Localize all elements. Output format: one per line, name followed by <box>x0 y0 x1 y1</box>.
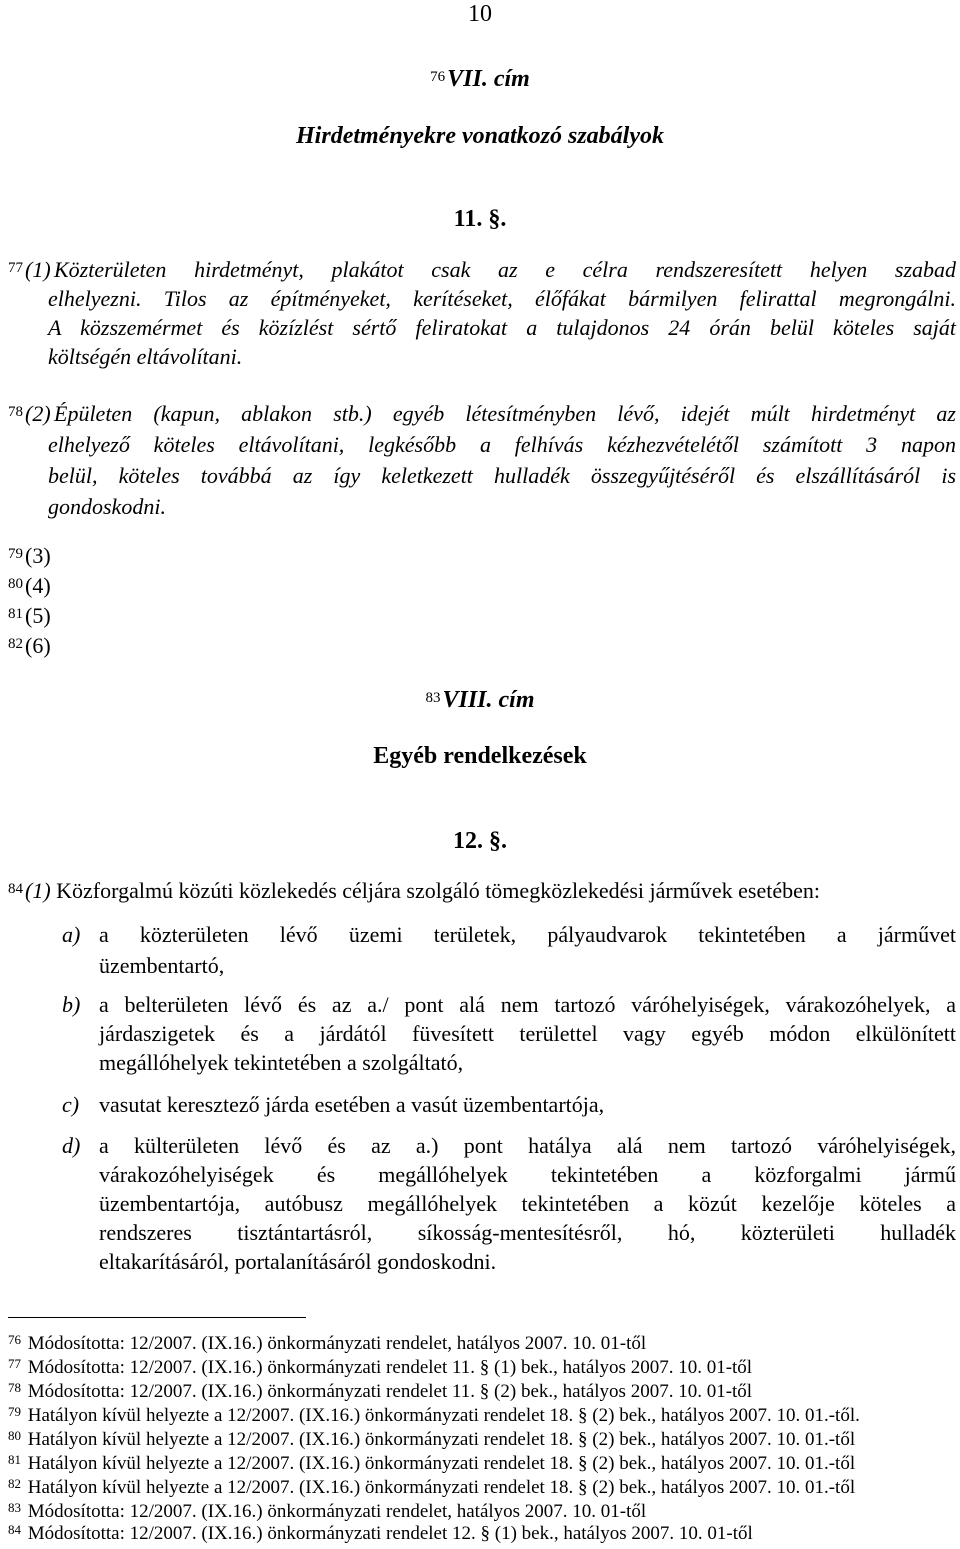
footnote: $^{80}$ Hatályon kívül helyezte a 12/2007. (IX.16.) önkormányzati rendelet 18. § (2) bek., hatályos 2007. 10. 01.-től <box>8 1428 856 1450</box>
footnote: $^{77}$ Módosította: 12/2007. (IX.16.) önkormányzati rendelet 11. § (1) bek., hatályos 2007. 10. 01-től <box>8 1356 753 1378</box>
footnote: $^{84}$ Módosította: 12/2007. (IX.16.) önkormányzati rendelet 12. § (1) bek., hatályos 2007. 10. 01-től <box>8 1522 753 1544</box>
paragraph-line: A közszemérmet és közízlést sértő feliratokat a tulajdonos 24 órán belül köteles saját <box>48 315 956 340</box>
paragraph-intro: Közforgalmú közúti közlekedés céljára szolgáló tömegközlekedési járművek esetében: <box>56 878 820 903</box>
repealed-paragraph: $^{80}$(4) <box>8 573 51 598</box>
chapter-title: VIII. cím <box>442 687 535 713</box>
paragraph-line: költségén eltávolítani. <box>48 344 243 369</box>
footnote-separator <box>8 1317 306 1318</box>
footnote: $^{83}$ Módosította: 12/2007. (IX.16.) önkormányzati rendelet, hatályos 2007. 10. 01-től <box>8 1500 647 1522</box>
list-item-line: megállóhelyek tekintetében a szolgáltató, <box>99 1050 464 1075</box>
paragraph-line: elhelyező köteles eltávolítani, legkésőbb a felhívás kézhezvételétől számított 3 napon <box>48 432 956 457</box>
paragraph-line: Közterületen hirdetményt, plakátot csak az e célra rendszeresített helyen szabad <box>54 257 956 282</box>
footnote: $^{76}$ Módosította: 12/2007. (IX.16.) önkormányzati rendelet, hatályos 2007. 10. 01-től <box>8 1332 647 1354</box>
paragraph-line: elhelyezni. Tilos az építményeket, kerítéseket, élőfákat bármilyen felirattal megrongálni. <box>48 286 956 311</box>
list-item-line: eltakarításáról, portalanításáról gondoskodni. <box>99 1249 497 1274</box>
list-item-line: rendszeres tisztántartásról, síkosság-mentesítésről, hó, közterületi hulladék <box>99 1220 956 1245</box>
paragraph-label: $^{78}$(2) <box>8 401 51 426</box>
footnote: $^{81}$ Hatályon kívül helyezte a 12/2007. (IX.16.) önkormányzati rendelet 18. § (2) bek., hatályos 2007. 10. 01.-től <box>8 1452 856 1474</box>
footnote: $^{78}$ Módosította: 12/2007. (IX.16.) önkormányzati rendelet 11. § (2) bek., hatályos 2007. 10. 01-től <box>8 1380 753 1402</box>
list-item-line: a közterületen lévő üzemi területek, pályaudvarok tekintetében a járművet <box>99 922 956 947</box>
chapter-heading <box>0 64 960 94</box>
repealed-paragraph: $^{79}$(3) <box>8 543 51 568</box>
list-item-line: a külterületen lévő és az a.) pont hatálya alá nem tartozó váróhelyiségek, <box>99 1133 956 1158</box>
chapter-title: VII. cím <box>447 66 530 92</box>
chapter-subtitle: Hirdetményekre vonatkozó szabályok <box>296 123 664 149</box>
footnote-ref: 76 <box>430 69 446 85</box>
repealed-paragraph: $^{81}$(5) <box>8 603 51 628</box>
list-item-line: üzembentartója, autóbusz megállóhelyek tekintetében a közút kezelője köteles a <box>99 1191 956 1216</box>
page-number: 10 <box>468 1 492 27</box>
paragraph-12-1 <box>8 876 820 906</box>
paragraph-line: Épületen (kapun, ablakon stb.) egyéb létesítményben lévő, idejét múlt hirdetményt az <box>54 401 956 426</box>
paragraph-label: $^{77}$(1) <box>8 257 51 282</box>
list-item-line: járdaszigetek és a járdától füvesített területtel vagy egyéb módon elkülönített <box>99 1021 956 1046</box>
section-number: 12. §. <box>453 828 507 854</box>
list-item-line: a belterületen lévő és az a./ pont alá nem tartozó váróhelyiségek, várakozóhelyek, a <box>99 992 956 1017</box>
footnote: $^{82}$ Hatályon kívül helyezte a 12/2007. (IX.16.) önkormányzati rendelet 18. § (2) bek., hatályos 2007. 10. 01.-től <box>8 1476 856 1498</box>
list-item-line: várakozóhelyiségek és megállóhelyek tekintetében a közforgalmi jármű <box>99 1162 956 1187</box>
footnote-ref: 77 <box>8 260 23 276</box>
footnote-ref: 84 <box>8 881 23 897</box>
repealed-paragraph: $^{82}$(6) <box>8 633 51 658</box>
footnote: $^{79}$ Hatályon kívül helyezte a 12/2007. (IX.16.) önkormányzati rendelet 18. § (2) bek., hatályos 2007. 10. 01.-től. <box>8 1404 860 1426</box>
paragraph-label: (1) <box>25 878 51 903</box>
list-item-line: üzembentartó, <box>99 953 225 978</box>
document-page: 10 $^{76}$VII. cím Hirdetményekre vonatkozó szabályok 11. §. $^{77}$(1) Közterületen hirdetményt, plakátot csak az e célra rendszeresített helyen szabad elhelyezni. Tilos az építményeket, kerítéseket, élőfákat bármilyen felirattal megrongálni. A közszemérmet és közízlést sértő feliratokat a tulajdonos 24 órán belül köteles saját költségén eltávolítani. $^{78}$(2) Épületen (kapun, ablakon stb.) egyéb létesítményben lévő, idejét múlt hirdetményt az elhelyező köteles eltávolítani, legkésőbb a felhívás kézhezvételétől számított 3 napon belül, köteles továbbá az így keletkezett hulladék összegyűjtéséről és elszállításáról is gondoskodni. $^{79}$(3) $^{80}$(4) $^{81}$(5) $^{82}$(6) $^{83}$VIII. cím Egyéb rendelkezések 12. §. $^{84}$(1) Közforgalmú közúti közlekedés céljára szolgáló tömegközlekedési járművek esetében: a) a közterületen lévő üzemi területek, pályaudvarok tekintetében a járművet üzembentartó, b) a belterületen lévő és az a./ pont alá nem tartozó váróhelyiségek, várakozóhelyek, a járdaszigetek és a járdától füvesített területtel vagy egyéb módon elkülönített megállóhelyek tekintetében a szolgáltató, c) vasutat keresztező járda esetében a vasút üzembentartója, d) a külterületen lévő és az a.) pont hatálya alá nem tartozó váróhelyiségek, várakozóhelyiségek és megállóhelyek tekintetében a közforgalmi jármű üzembentartója, autóbusz megállóhelyek tekintetében a közút kezelője köteles a rendszeres tisztántartásról, síkosság-mentesítésről, hó, közterületi hulladék eltakarításáról, portalanításáról gondoskodni. $^{76}$ Módosította: 12/2007. (IX.16.) önkormányzati rendelet, hatályos 2007. 10. 01-től $^{77}$ Módosította: 12/2007. (IX.16.) önkormányzati rendelet 11. § (1) bek., hatályos 2007. 10. 01-től $^{78}$ Módosította: 12/2007. (IX.16.) önkormányzati rendelet 11. § (2) bek., hatályos 2007. 10. 01-től $^{79}$ Hatályon kívül helyezte a 12/2007. (IX.16.) önkormányzati rendelet 18. § (2) bek., hatályos 2007. 10. 01.-től. $^{80}$ Hatályon kívül helyezte a 12/2007. (IX.16.) önkormányzati rendelet 18. § (2) bek., hatályos 2007. 10. 01.-től $^{81}$ Hatályon kívül helyezte a 12/2007. (IX.16.) önkormányzati rendelet 18. § (2) bek., hatályos 2007. 10. 01.-től $^{82}$ Hatályon kívül helyezte a 12/2007. (IX.16.) önkormányzati rendelet 18. § (2) bek., hatályos 2007. 10. 01.-től $^{83}$ Módosította: 12/2007. (IX.16.) önkormányzati rendelet, hatályos 2007. 10. 01-től $^{84}$ Módosította: 12/2007. (IX.16.) önkormányzati rendelet 12. § (1) bek., hatályos 2007. 10. 01-től <box>0 0 960 1549</box>
list-item-line: vasutat keresztező járda esetében a vasút üzembentartója, <box>99 1092 605 1117</box>
chapter-heading <box>0 685 960 715</box>
footnote-ref: 83 <box>425 690 441 706</box>
paragraph-line: gondoskodni. <box>48 494 166 519</box>
footnote-ref: 78 <box>8 404 23 420</box>
chapter-subtitle: Egyéb rendelkezések <box>373 743 587 769</box>
section-number: 11. §. <box>453 206 507 232</box>
paragraph-line: belül, köteles továbbá az így keletkezett hulladék összegyűjtéséről és elszállításáról is <box>48 463 956 488</box>
